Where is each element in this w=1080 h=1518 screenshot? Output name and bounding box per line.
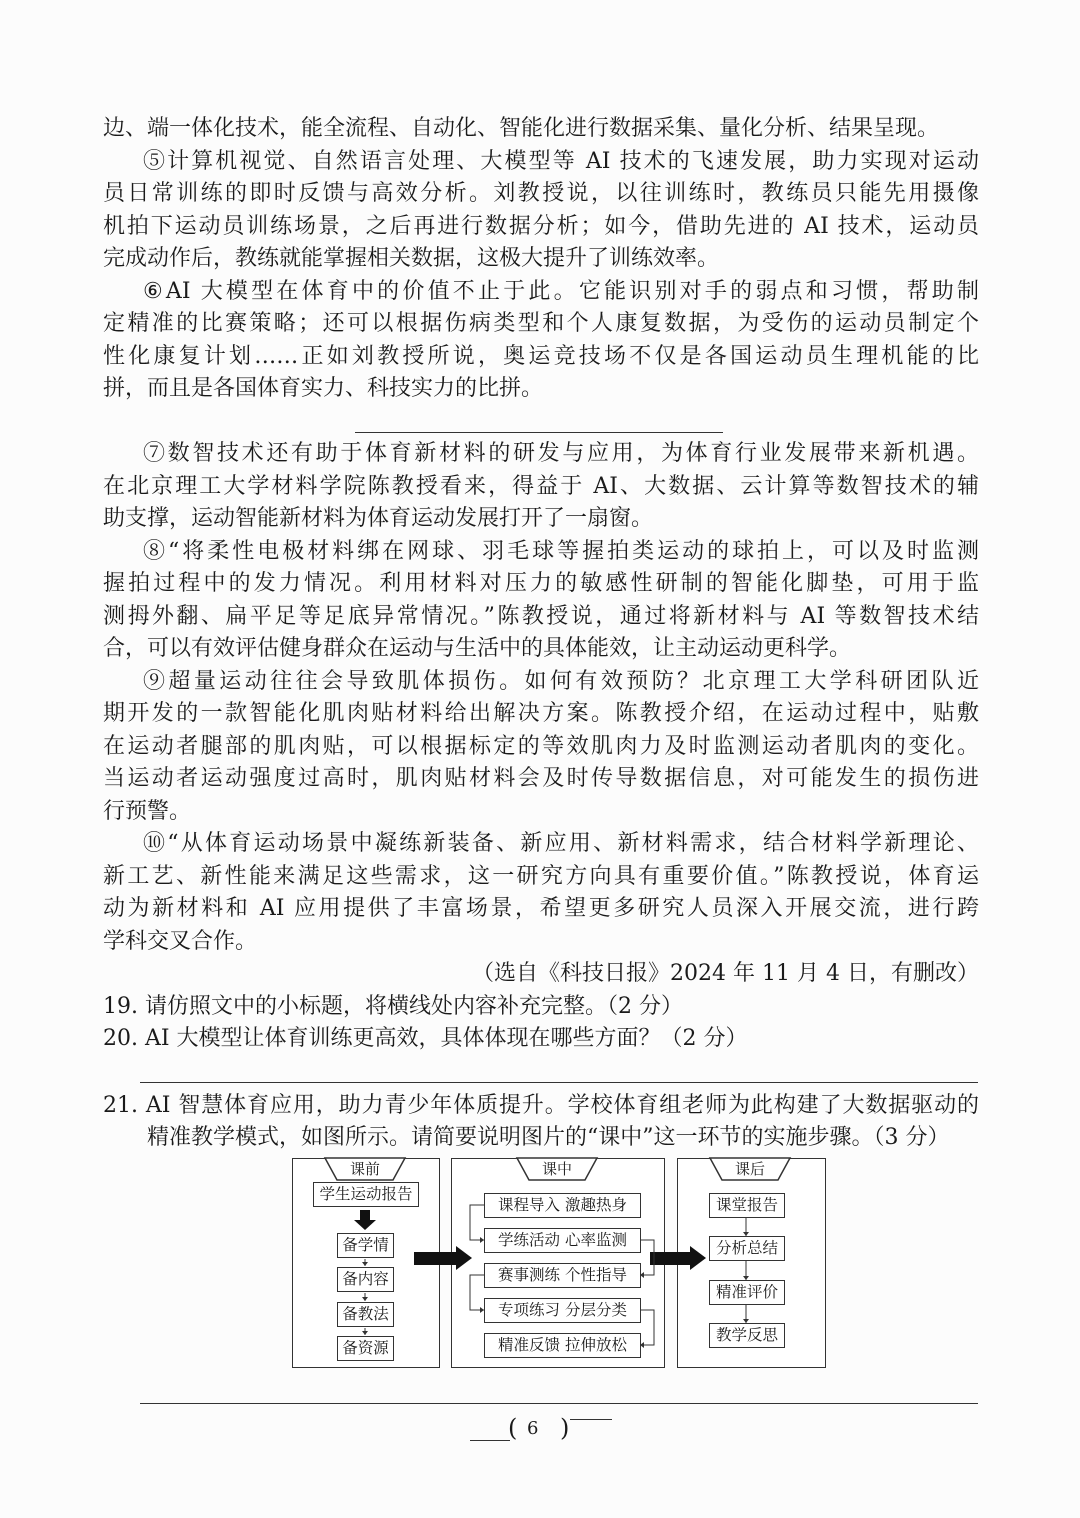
text-line: 在北京理工大学材料学院陈教授看来，得益于 AI、大数据、云计算等数智技术的辅 xyxy=(103,473,979,499)
before-step-box: 备内容 xyxy=(337,1267,394,1292)
before-step-box: 备教法 xyxy=(337,1302,394,1327)
during-step-box: 专项练习 分层分类 xyxy=(484,1298,641,1323)
during-step-box: 课程导入 激趣热身 xyxy=(484,1193,641,1218)
text-line: 定精准的比赛策略；还可以根据伤病类型和个人康复数据，为受伤的运动员制定个 xyxy=(103,311,979,336)
student-report-box: 学生运动报告 xyxy=(313,1182,419,1207)
page-deco-right xyxy=(570,1419,612,1420)
during-class-title: 课中 xyxy=(541,1160,572,1178)
before-step-box: 备学情 xyxy=(337,1233,394,1258)
text-line: 21. AI 智慧体育应用，助力青少年体质提升。学校体育组老师为此构建了大数据驱动的 xyxy=(103,1092,979,1118)
footer-rule xyxy=(140,1403,978,1404)
text-line: ⑦数智技术还有助于体育新材料的研发与应用，为体育行业发展带来新机遇。 xyxy=(143,441,979,466)
text-line: 学科交叉合作。 xyxy=(103,928,258,954)
during-step-box: 精准反馈 拉伸放松 xyxy=(484,1333,641,1358)
text-line: 期开发的一款智能化肌肉贴材料给出解决方案。陈教授介绍，在运动过程中，贴敷 xyxy=(103,701,979,726)
text-line: 拼，而且是各国体育实力、科技实力的比拼。 xyxy=(103,376,544,401)
text-line: 20. AI 大模型让体育训练更高效，具体体现在哪些方面？（2 分） xyxy=(103,1026,748,1051)
text-line: ⑨超量运动往往会导致肌体损伤。如何有效预防？北京理工大学科研团队近 xyxy=(143,668,979,694)
text-line: 员日常训练的即时反馈与高效分析。刘教授说，以往训练时，教练员只能先用摄像 xyxy=(103,181,979,206)
page-bracket-right: ) xyxy=(560,1414,570,1442)
text-line: 行预警。 xyxy=(103,798,192,824)
text-line: 新工艺、新性能来满足这些需求，这一研究方向具有重要价值。”陈教授说，体育运 xyxy=(103,863,979,889)
page-deco-left xyxy=(470,1440,510,1441)
after-class-title: 课后 xyxy=(734,1160,765,1178)
during-step-box: 学练活动 心率监测 xyxy=(484,1228,641,1253)
text-line: 助支撑，运动智能新材料为体育运动发展打开了一扇窗。 xyxy=(103,506,654,531)
before-class-title: 课前 xyxy=(349,1160,380,1178)
page-bracket-left: ( xyxy=(508,1414,518,1442)
text-line: ⑥AI 大模型在体育中的价值不止于此。它能识别对手的弱点和习惯，帮助制 xyxy=(143,278,979,304)
after-step-box: 课堂报告 xyxy=(709,1193,785,1218)
text-line: 边、端一体化技术，能全流程、自动化、智能化进行数据采集、量化分析、结果呈现。 xyxy=(103,116,940,141)
after-step-box: 精准评价 xyxy=(709,1280,785,1305)
text-line: 合，可以有效评估健身群众在运动与生活中的具体能效，让主动运动更科学。 xyxy=(103,636,852,661)
text-line: 当运动者运动强度过高时，肌肉贴材料会及时传导数据信息，对可能发生的损伤进 xyxy=(103,766,979,791)
text-line: 在运动者腿部的肌肉贴，可以根据标定的等效肌肉力及时监测运动者肌肉的变化。 xyxy=(103,733,979,759)
text-line: 完成动作后，教练就能掌握相关数据，这极大提升了训练效率。 xyxy=(103,246,720,271)
text-line: 测拇外翻、扁平足等足底异常情况。”陈教授说，通过将新材料与 AI 等数智技术结 xyxy=(103,603,979,629)
text-line: 握拍过程中的发力情况。利用材料对压力的敏感性研制的智能化脚垫，可用于监 xyxy=(103,571,979,596)
text-line: 动为新材料和 AI 应用提供了丰富场景，希望更多研究人员深入开展交流，进行跨 xyxy=(103,896,979,921)
after-step-box: 分析总结 xyxy=(709,1236,785,1261)
text-line: ⑩“从体育运动场景中凝练新装备、新应用、新材料需求，结合材料学新理论、 xyxy=(143,831,979,856)
text-line: 19. 请仿照文中的小标题，将横线处内容补充完整。（2 分） xyxy=(103,993,683,1019)
page-number: 6 xyxy=(527,1418,539,1439)
before-step-box: 备资源 xyxy=(337,1336,394,1361)
text-line: ⑧“将柔性电极材料绑在网球、羽毛球等握拍类运动的球拍上，可以及时监测 xyxy=(143,538,979,564)
during-step-box: 赛事测练 个性指导 xyxy=(484,1263,641,1288)
after-step-box: 教学反思 xyxy=(709,1323,785,1348)
text-line: ⑤计算机视觉、自然语言处理、大模型等 AI 技术的飞速发展，助力实现对运动 xyxy=(143,148,979,174)
text-line: 精准教学模式，如图所示。请简要说明图片的“课中”这一环节的实施步骤。（3 分） xyxy=(103,1125,950,1150)
text-line: 机拍下运动员训练场景，之后再进行数据分析；如今，借助先进的 AI 技术，运动员 xyxy=(103,213,979,239)
text-line: 性化康复计划……正如刘教授所说，奥运竞技场不仅是各国运动员生理机能的比 xyxy=(103,343,979,369)
text-line: （选自《科技日报》2024 年 11 月 4 日，有删改） xyxy=(472,961,979,986)
